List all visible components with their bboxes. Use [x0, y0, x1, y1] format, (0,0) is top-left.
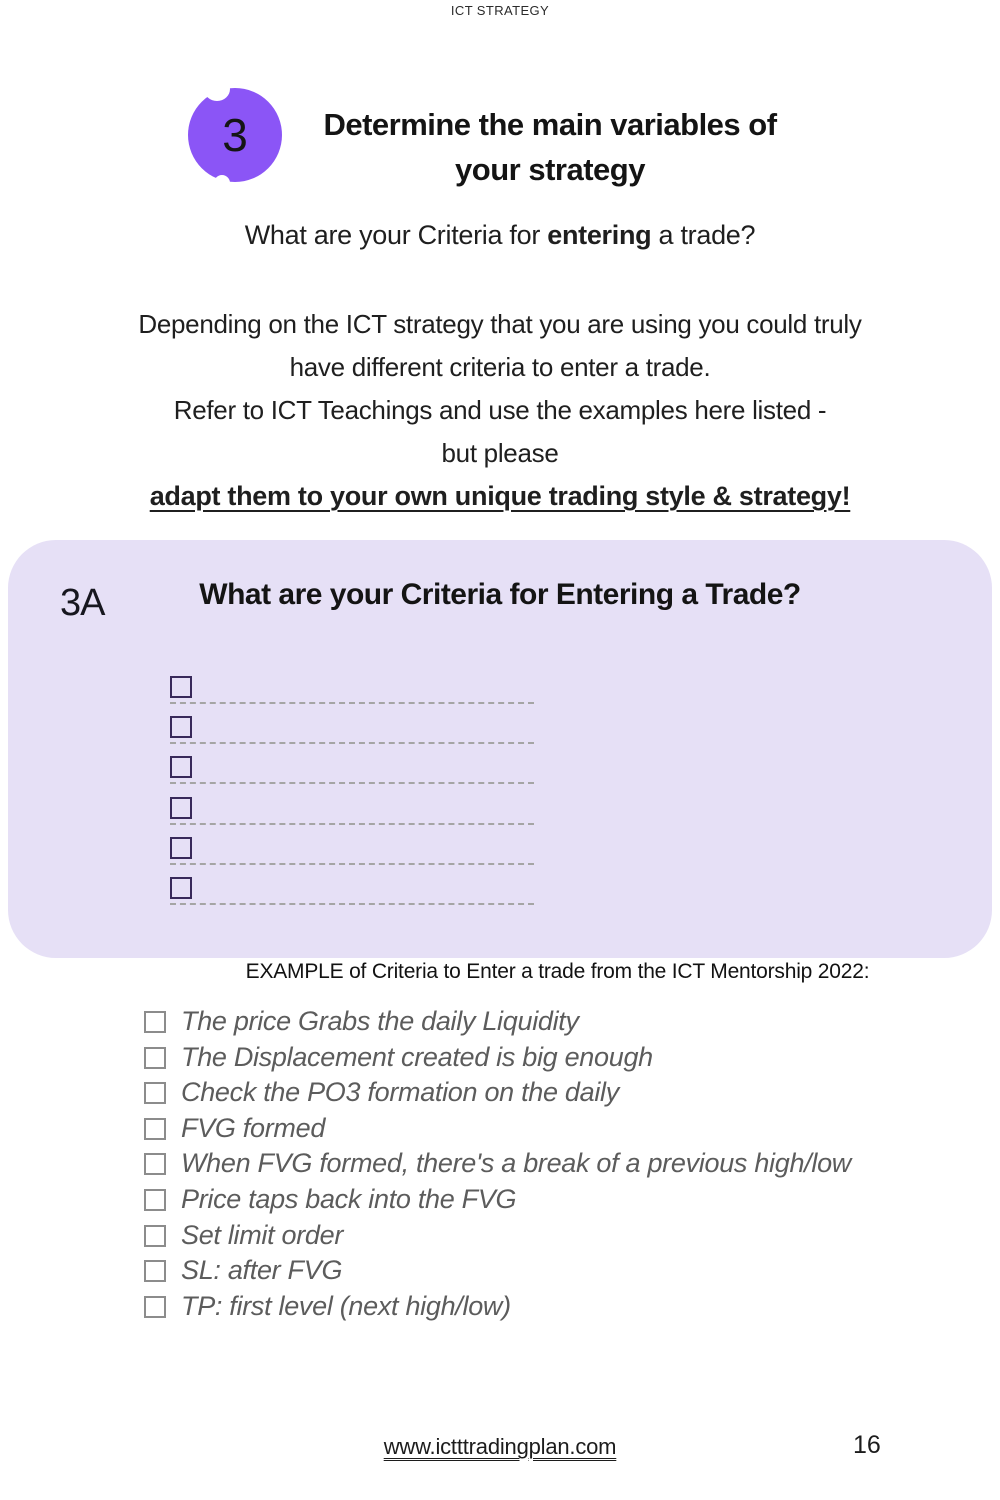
intro-lines [0, 303, 1000, 475]
example-item-label: Price taps back into the FVG [181, 1183, 517, 1214]
worksheet-fill-in-line[interactable] [170, 863, 534, 865]
worksheet-blank-row [170, 837, 538, 877]
worksheet-checkbox[interactable] [170, 676, 192, 698]
document-header: ICT STRATEGY [450, 3, 550, 18]
example-item-label: TP: first level (next high/low) [181, 1290, 511, 1321]
example-checkbox[interactable] [144, 1189, 166, 1211]
worksheet-fill-in-line[interactable] [170, 702, 534, 704]
example-checkbox[interactable] [144, 1153, 166, 1175]
example-checklist-item [144, 1113, 924, 1149]
worksheet-checkbox[interactable] [170, 797, 192, 819]
worksheet-fill-in-line[interactable] [170, 823, 534, 825]
intro-line: Refer to ICT Teachings and use the examples here listed - [173, 395, 827, 425]
example-item-label: The Displacement created is big enough [181, 1041, 653, 1072]
page-title-line1: Determine the main variables of [323, 107, 777, 142]
page-number: 16 [853, 1431, 881, 1459]
worksheet-blank-row [170, 877, 538, 917]
example-checklist-item [144, 1220, 924, 1256]
page-title [280, 102, 820, 192]
worksheet-label: 3A [60, 582, 105, 624]
page-title-line2: your strategy [455, 152, 645, 187]
example-checkbox[interactable] [144, 1260, 166, 1282]
example-checklist-item [144, 1184, 924, 1220]
intro-line: Depending on the ICT strategy that you are using you could truly [138, 309, 862, 339]
worksheet-blank-row [170, 676, 538, 716]
example-checklist-item [144, 1077, 924, 1113]
worksheet-checkbox[interactable] [170, 716, 192, 738]
worksheet-checkbox[interactable] [170, 877, 192, 899]
intro-line: have different criteria to enter a trade. [289, 352, 711, 382]
footer [0, 1434, 1000, 1460]
example-checkbox[interactable] [144, 1011, 166, 1033]
worksheet-checkbox[interactable] [170, 837, 192, 859]
example-checklist-item [144, 1255, 924, 1291]
worksheet-fill-in-line[interactable] [170, 742, 534, 744]
worksheet-title: What are your Criteria for Entering a Trade? [199, 578, 801, 611]
example-checklist-item [144, 1042, 924, 1078]
worksheet-fill-in-line[interactable] [170, 903, 534, 905]
example-heading: EXAMPLE of Criteria to Enter a trade from the ICT Mentorship 2022: [245, 960, 870, 983]
example-item-label: When FVG formed, there's a break of a previous high/low [181, 1148, 851, 1179]
example-checklist-item [144, 1006, 924, 1042]
question-suffix: a trade? [651, 220, 756, 250]
example-checkbox[interactable] [144, 1225, 166, 1247]
worksheet-blank-row [170, 797, 538, 837]
intro-paragraph [0, 303, 1000, 518]
example-checkbox[interactable] [144, 1047, 166, 1069]
worksheet-fill-in-line[interactable] [170, 782, 534, 784]
example-checkbox[interactable] [144, 1118, 166, 1140]
example-checkbox[interactable] [144, 1082, 166, 1104]
question-bold-word: entering [547, 220, 652, 250]
example-checklist-item [144, 1291, 924, 1327]
worksheet-blank-row [170, 716, 538, 756]
worksheet-blank-row [170, 756, 538, 796]
step-number: 3 [222, 109, 248, 161]
worksheet-panel [8, 540, 992, 958]
example-item-label: SL: after FVG [181, 1255, 343, 1286]
example-item-label: FVG formed [181, 1112, 326, 1143]
step-number-badge [188, 88, 282, 182]
example-item-label: Set limit order [181, 1219, 344, 1250]
example-checkbox[interactable] [144, 1296, 166, 1318]
question-prefix: What are your Criteria for [244, 220, 548, 250]
intro-emphasis: adapt them to your own unique trading style & strategy! [149, 481, 851, 511]
example-checklist-item [144, 1148, 924, 1184]
entering-question [0, 220, 1000, 251]
example-item-label: The price Grabs the daily Liquidity [181, 1006, 579, 1036]
worksheet-blank-rows [170, 676, 538, 917]
intro-line: but please [441, 438, 559, 468]
worksheet-checkbox[interactable] [170, 756, 192, 778]
example-item-label: Check the PO3 formation on the daily [181, 1077, 619, 1108]
footer-url-link[interactable]: www.ictttradingplan.com [383, 1434, 617, 1459]
example-checklist [144, 1006, 924, 1326]
